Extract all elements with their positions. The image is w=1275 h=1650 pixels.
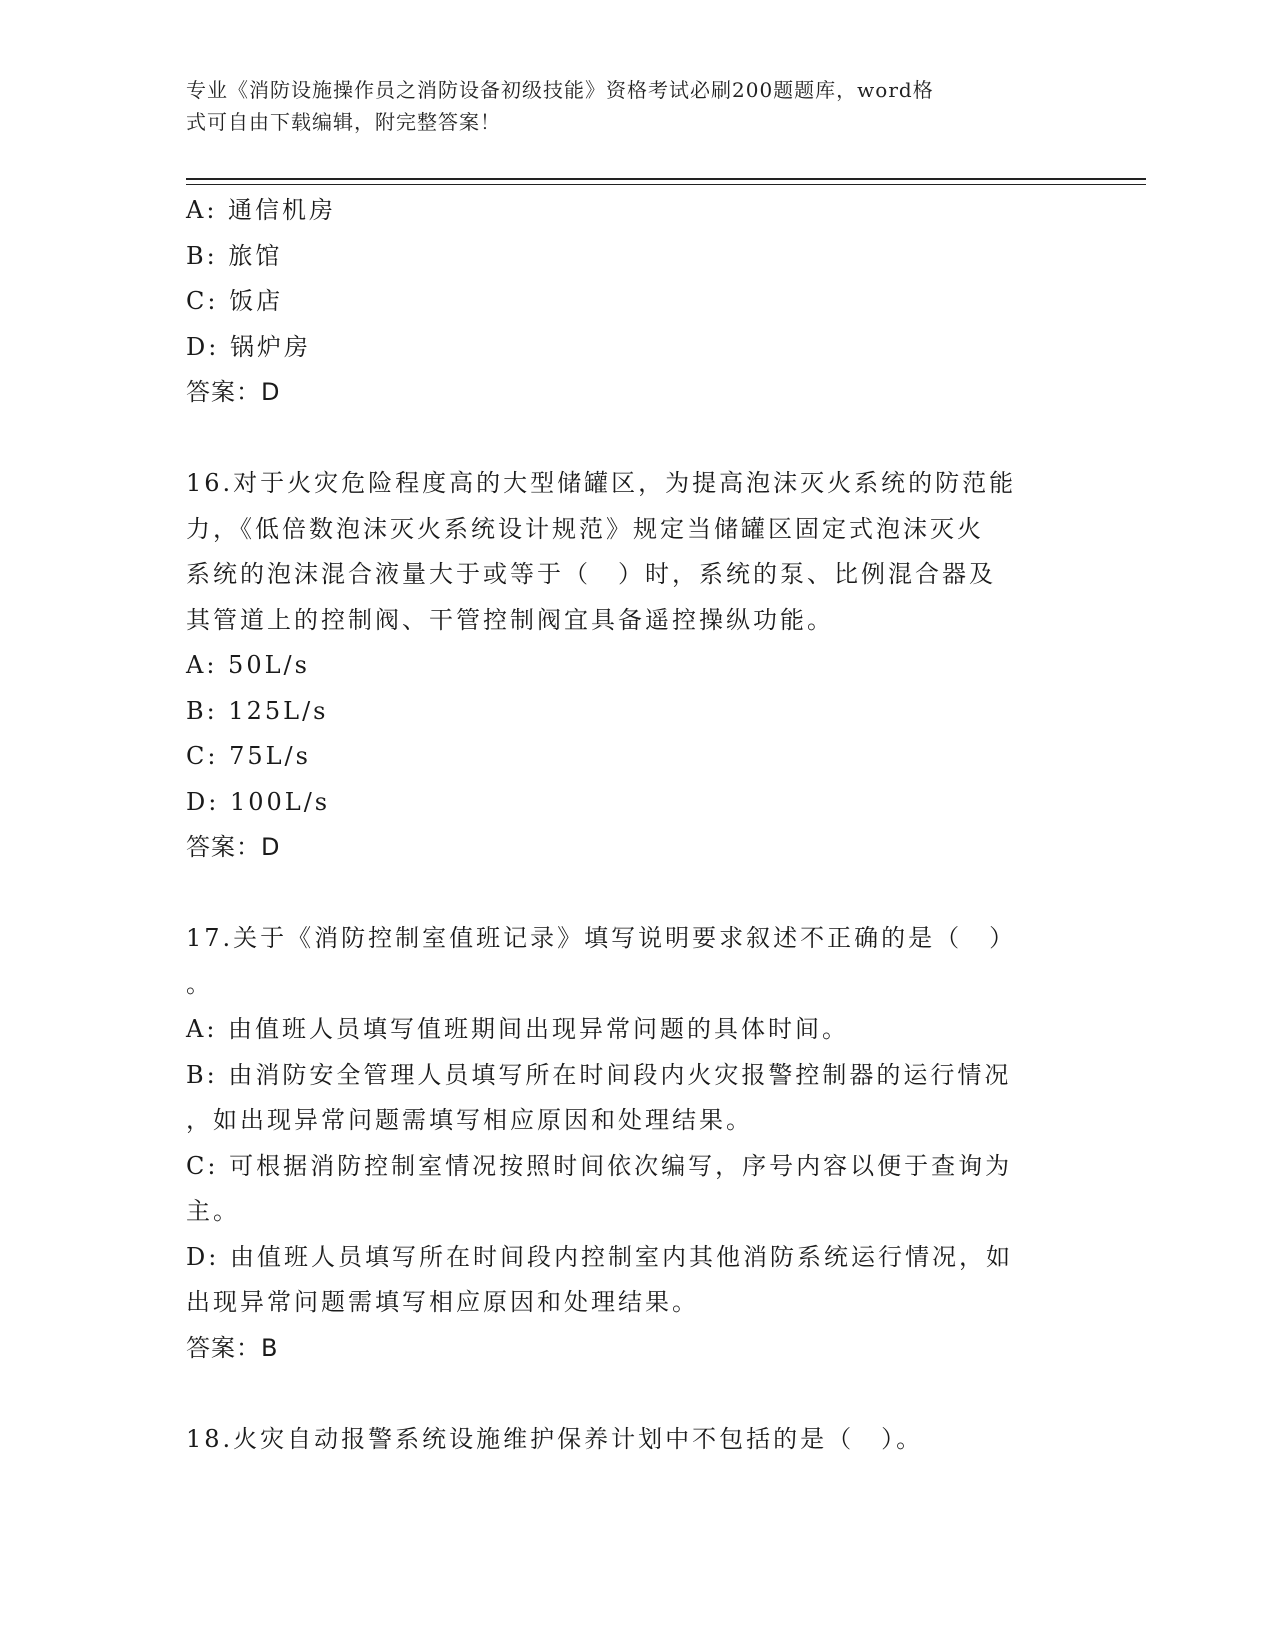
option-a: A: 通信机房 (186, 196, 337, 224)
question-stem-line: 18.火灾自动报警系统设施维护保养计划中不包括的是（ ）。 (186, 1424, 924, 1453)
question-stem-line: 16.对于火灾危险程度高的大型储罐区，为提高泡沫灭火系统的防范能 (186, 469, 1017, 497)
option-d: D: 锅炉房 (186, 332, 311, 361)
answer-line: 答案：D (186, 378, 281, 406)
option-b: B: 125L/s (186, 696, 329, 725)
header-divider-thick (186, 178, 1146, 180)
question-stem-line: 系统的泡沫混合液量大于或等于（ ）时，系统的泵、比例混合器及 (186, 560, 996, 588)
prev-question-block (186, 188, 1076, 416)
question-18-block (186, 1417, 1076, 1463)
header-divider-thin (186, 184, 1146, 185)
option-b-continued: ，如出现异常问题需填写相应原因和处理结果。 (186, 1106, 753, 1134)
document-header (186, 74, 1066, 138)
option-b: B: 旅馆 (186, 241, 283, 270)
answer-line: 答案：D (186, 833, 281, 861)
header-line-1: 专业《消防设施操作员之消防设备初级技能》资格考试必刷200题题库，word格 (186, 78, 934, 102)
header-line-2: 式可自由下载编辑，附完整答案！ (186, 110, 501, 134)
document-body (186, 188, 1076, 1462)
question-stem-line: 。 (186, 969, 213, 998)
spacer (186, 871, 1076, 917)
option-c-continued: 主。 (186, 1197, 240, 1225)
option-c: C: 可根据消防控制室情况按照时间依次编写，序号内容以便于查询为 (186, 1151, 1013, 1180)
option-d: D: 100L/s (186, 787, 331, 816)
option-d-continued: 出现异常问题需填写相应原因和处理结果。 (186, 1288, 699, 1316)
question-stem-line: 力，《低倍数泡沫灭火系统设计规范》规定当储罐区固定式泡沫灭火 (186, 514, 984, 543)
option-a: A: 由值班人员填写值班期间出现异常问题的具体时间。 (186, 1015, 850, 1043)
spacer (186, 416, 1076, 462)
question-17-block (186, 916, 1076, 1371)
option-c: C: 饭店 (186, 287, 284, 315)
spacer (186, 1371, 1076, 1417)
option-a: A: 50L/s (186, 651, 310, 679)
question-stem-line: 17.关于《消防控制室值班记录》填写说明要求叙述不正确的是（ ） (186, 924, 1017, 952)
question-stem-line: 其管道上的控制阀、干管控制阀宜具备遥控操纵功能。 (186, 605, 834, 634)
option-d: D: 由值班人员填写所在时间段内控制室内其他消防系统运行情况，如 (186, 1242, 1013, 1271)
option-b: B: 由消防安全管理人员填写所在时间段内火灾报警控制器的运行情况 (186, 1060, 1012, 1089)
option-c: C: 75L/s (186, 742, 311, 770)
answer-line: 答案：B (186, 1333, 279, 1362)
question-16-block (186, 461, 1076, 871)
